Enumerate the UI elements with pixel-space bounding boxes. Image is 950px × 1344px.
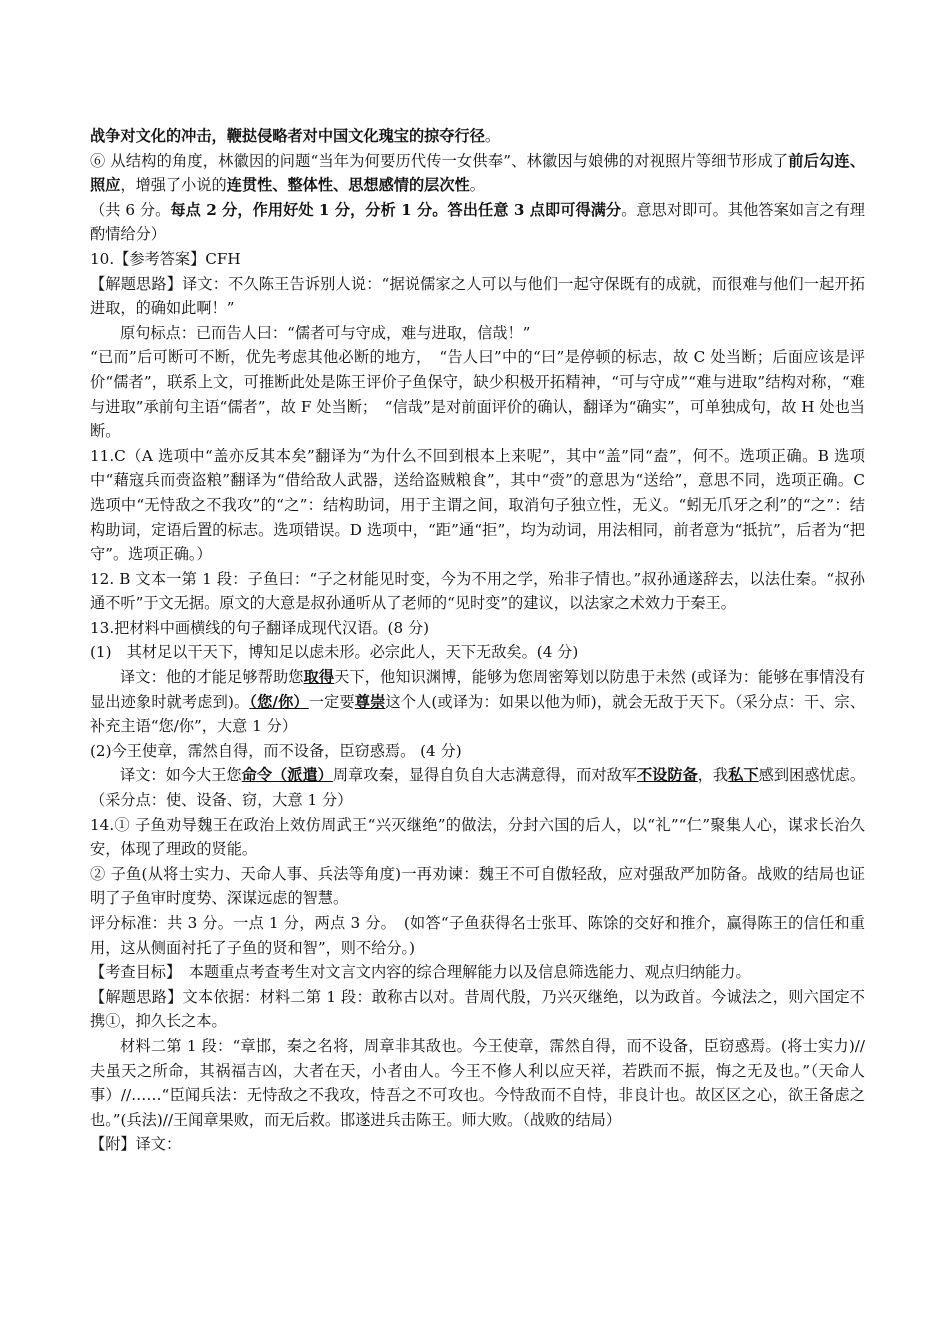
paragraph-p11 [90,665,865,739]
text-segment: 10.【参考答案】CFH [90,249,241,268]
text-segment: ② 子鱼(从将士实力、天命人事、兵法等角度)一再劝谏：魏王不可自傲轻敌，应对强敌严加防备。战败的结局也证明了子鱼审时度势、深谋远虑的智慧。 [90,864,865,908]
text-segment: 【解题思路】译文：不久陈王告诉别人说：“据说儒家之人可以与他们一起守保既有的成就，而很难与他们一起开拓进取，的确如此啊！” [90,274,865,318]
text-segment: 私下 [728,766,759,785]
paragraph-p6 [90,345,865,443]
text-segment: 前后勾连、照应 [90,151,866,195]
paragraph-p19 [90,1034,865,1132]
document-page [90,124,865,1157]
text-segment: 周章攻秦，显得自负自大志满意得，而对敌军 [332,766,637,785]
text-segment: 14.① 子鱼劝导魏王在政治上效仿周武王“兴灭继绝”的做法，分封六国的后人，以“礼”“仁”聚集人心，谋求长治久安，体现了理政的贤能。 [90,815,865,859]
text-segment: 12. B 文本一第 1 段：子鱼曰：“子之材能见时变，今为不用之学，殆非子情也。”叔孙通遂辞去，以法仕秦。“叔孙通不听”于文无据。原文的大意是叔孙通听从了老师的“见时变”的建议，以法家之术效力于秦王。 [90,569,865,613]
paragraph-p18 [90,985,865,1034]
text-segment: 尊崇 [354,692,386,711]
text-segment: 不设防备 [636,766,698,785]
paragraph-p2 [90,198,865,247]
text-segment: （您/你） [249,692,309,711]
text-segment: 天下，他知识渊博，能够为您周密筹划以防患于未然 (或译为：能够在事情没有显出迹象时就考虑到)。 [90,668,866,711]
text-segment: 评分标准：共 3 分。一点 1 分，两点 3 分。 (如答“子鱼获得名士张耳、陈馀的交好和推介，赢得陈王的信任和重用，这从侧面衬托了子鱼的贤和智”，则不给分。) [90,914,865,957]
text-segment: 译文：他的才能足够帮助您 [120,668,304,687]
text-segment: ⑥ 从结构的角度，林徽因的问题“当年为何要历代传一女供奉”、林徽因与娘佛的对视照片等细节形成了 [90,151,789,170]
text-segment: 命令（派遣） [241,766,333,785]
paragraph-p10 [90,640,865,665]
text-segment: 材料二第 1 段：“章邯，秦之名将，周章非其敌也。今王使章，霈然自得，而不设备，臣窃惑焉。(将士实力)//夫虽天之所命，其祸福吉凶，大者在天，小者由人。今王不修人利以应天祥，若跌而不振，悔之无及也。”（天命人事）//……“臣闻兵法：无恃敌之不我攻，恃吾之不可攻也。今恃敌而不自恃，非良计也。故区区之心，欲王备虑之也。”(兵法)//王闻章果败，而无后救。邯遂进兵击陈王。师大败。（战败的结局） [90,1036,865,1129]
paragraph-p5 [90,321,865,346]
text-segment: 【考查目标】 本题重点考查考生对文言文内容的综合理解能力以及信息筛选能力、观点归纳能力。 [90,963,751,982]
text-segment: “已而”后可断可不断，优先考虑其他必断的地方， “告人曰”中的“曰”是停顿的标志，故 C 处当断；后面应该是评价“儒者”，联系上文，可推断此处是陈王评价子鱼保守，缺少积极开拓精神，“可与守成”“难与进取”结构对称，“难与进取”承前句主语“儒者”，故 F 处当断； “信哉”是对前面评价的确认，翻译为“确实”，可单独成句，故 H 处也当断。 [90,348,865,441]
paragraph-p20 [90,1132,865,1157]
text-segment: （共 6 分。 [90,200,171,219]
paragraph-p13 [90,763,865,812]
text-segment: 连贯性、整体性、思想感情的层次性 [226,176,470,195]
paragraph-p16 [90,911,865,960]
text-segment: ，我 [697,766,729,785]
text-segment: 取得 [303,668,335,687]
text-segment: 11.C（A 选项中“盖亦反其本矣”翻译为“为什么不回到根本上来呢”，其中“盖”同“盍”，何不。选项正确。B 选项中“藉寇兵而赍盗粮”翻译为“借给敌人武器，送给盗贼粮食”，其中“赍”的意思为“送给”，意思不同，选项正确。C 选项中“无恃敌之不我攻”的“之”：结构助词，用于主谓之间，取消句子独立性，无义。“蚓无爪牙之利”的“之”：结构助词，定语后置的标志。选项错误。D 选项中，“距”通“拒”，均为动词，用法相同，前者意为“抵抗”，后者为“把守”。选项正确。） [90,446,865,564]
paragraph-p8 [90,567,865,616]
text-segment: 战争对文化的冲击，鞭挞侵略者对中国文化瑰宝的掠夺行径 [90,127,485,145]
text-segment: 。 [484,127,501,145]
paragraph-p3 [90,247,865,272]
text-segment: 每点 2 分，作用好处 1 分，分析 1 分。答出任意 3 点即可得满分 [170,200,622,219]
text-segment: 这个人(或译为：如果以他为师)，就会无敌于天下。（采分点：干、宗、补充主语“您/你”，大意 1 分） [90,692,866,736]
paragraph-p12 [90,739,865,764]
text-segment: 13.把材料中画横线的句子翻译成现代汉语。(8 分) [90,618,430,637]
text-segment: 一定要 [308,692,355,711]
paragraph-p15 [90,862,865,911]
text-segment: 原句标点：已而告人曰：“儒者可与守成，难与进取，信哉！” [120,323,531,342]
paragraph-p17 [90,960,865,985]
paragraph-p4 [90,272,865,321]
paragraph-p14 [90,813,865,862]
text-segment: 【解题思路】文本依据：材料二第 1 段：敢称古以对。昔周代殷，乃兴灭继绝，以为政首。今诚法之，则六国定不携①，抑久长之本。 [90,987,865,1031]
text-segment: 。意思对即可。其他答案如言之有理酌情给分） [90,200,865,244]
paragraph-p0 [90,124,865,149]
text-segment: ，增强了小说的 [120,176,227,195]
text-segment: 。 [469,176,485,195]
paragraph-p1 [90,149,865,198]
text-segment: 感到困惑忧虑。（采分点：使、设备、窃，大意 1 分） [90,766,866,810]
text-segment: (2)今王使章，霈然自得，而不设备，臣窃惑焉。 (4 分) [90,741,462,760]
paragraph-p7 [90,444,865,567]
text-segment: 译文：如今大王您 [120,766,242,785]
text-segment: 【附】译文： [90,1135,182,1154]
text-segment: (1) 其材足以干天下，博知足以虑未形。必宗此人，天下无敌矣。(4 分) [90,643,579,662]
paragraph-p9 [90,616,865,641]
